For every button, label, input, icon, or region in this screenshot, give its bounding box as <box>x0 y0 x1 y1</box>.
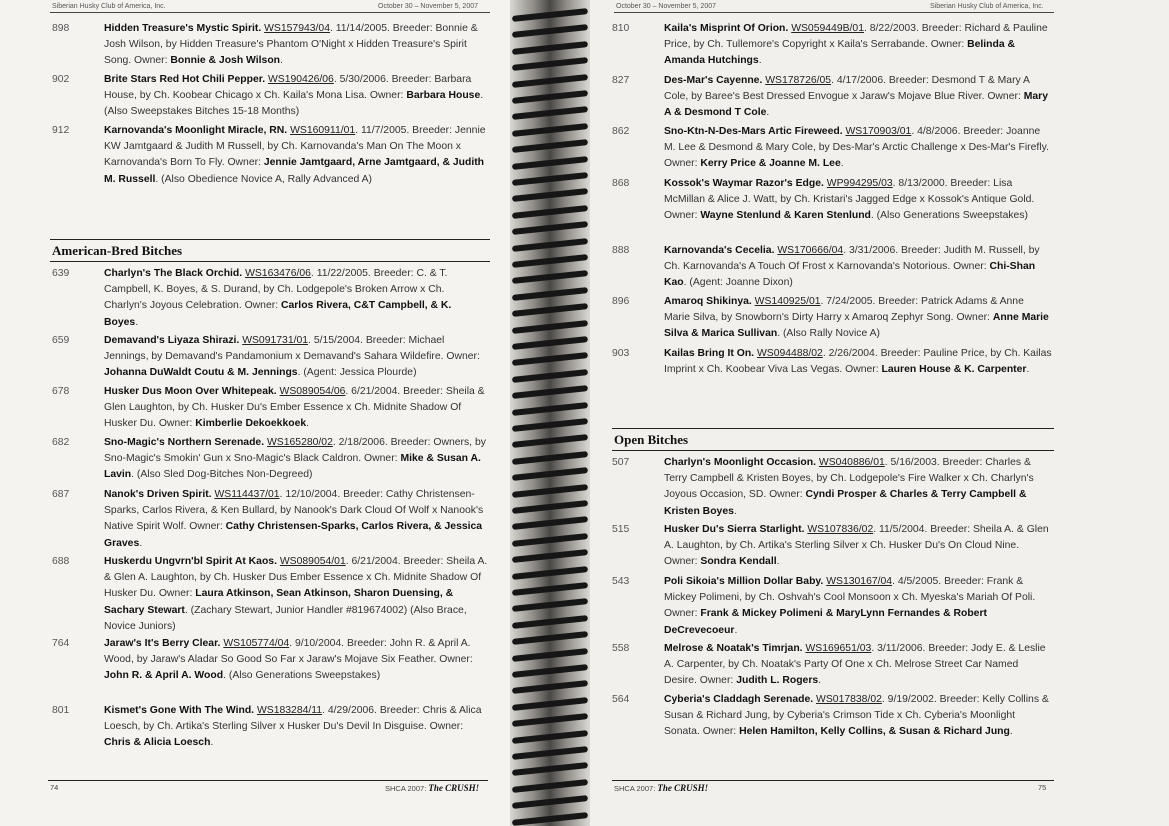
right-footer-title: The CRUSH! <box>657 783 709 793</box>
right-footer: SHCA 2007: The CRUSH! <box>614 783 709 793</box>
right-header-rule <box>614 12 1054 13</box>
right-page <box>590 0 1169 826</box>
section-rule-american-bred <box>50 239 490 240</box>
entry-888: 888 Karnovanda's Cecelia. WS170666/04. 3/31/2006. Breeder: Judith M. Russell, by Ch. Karnovanda's A Touch Of Frost x Karnovanda's Notorious. Owner: Chi-Shan Kao. (Agent: Joanne Dixon) <box>612 245 1040 289</box>
entry-898: 898 Hidden Treasure's Mystic Spirit. WS157943/04. 11/14/2005. Breeder: Bonnie & Josh Wilson, by Hidden Treasure's Phantom O'Night x Hidden Treasure's Spirit Song. Owner: Bonnie & Josh Wilson. <box>52 23 478 67</box>
entry-810: 810 Kaila's Misprint Of Orion. WS059449B/01. 8/22/2003. Breeder: Richard & Pauline Price, by Ch. Tullemore's Copyright x Kaila's Serrabande. Owner: Belinda & Amanda Hutchings. <box>612 23 1048 67</box>
entry-902: 902 Brite Stars Red Hot Chili Pepper. WS190426/06. 5/30/2006. Breeder: Barbara House, by Ch. Koobear Chicago x Ch. Kaila's Mona Lisa. Owner: Barbara House. (Also Sweepstakes Bitches 15-18 Months) <box>52 74 484 118</box>
left-header-org: Siberian Husky Club of America, Inc. <box>52 3 166 10</box>
left-page <box>0 0 510 826</box>
entry-868: 868 Kossok's Waymar Razor's Edge. WP994295/03. 8/13/2000. Breeder: Lisa McMillan & Alice J. Watt, by Ch. Kristari's Jagged Edge x Kossok's Antique Gold. Owner: Wayne Stenlund & Karen Stenlund. (Also Generations Sweepstakes) <box>612 178 1035 222</box>
right-header-dates: October 30 – November 5, 2007 <box>616 3 717 10</box>
right-page-number: 75 <box>1038 783 1047 792</box>
entry-862: 862 Sno-Ktn-N-Des-Mars Artic Fireweed. WS170903/01. 4/8/2006. Breeder: Joanne M. Lee & Desmond & Mary Cole, by Des-Mar's Arctic Challenge x Des-Mar's Firefly. Owner: Kerry Price & Joanne M. Lee. <box>612 126 1049 170</box>
entry-896: 896 Amaroq Shikinya. WS140925/01. 7/24/2005. Breeder: Patrick Adams & Anne Marie Silva, by Snowborn's Dirty Harry x Amaroq Zephyr Song. Owner: Anne Marie Silva & Marica Sullivan. (Also Rally Novice A) <box>612 296 1049 340</box>
section-underline-american-bred <box>50 261 490 262</box>
entry-639: 639 Charlyn's The Black Orchid. WS163476/06. 11/22/2005. Breeder: C. & T. Campbell, K. Boyes, & S. Durand, by Ch. Lodgepole's Broken Arrow x Ch. Charlyn's Joyous Celebration. Owner: Carlos Rivera, C&T Campbell, & K. Boyes. <box>52 268 452 328</box>
left-footer-title: The CRUSH! <box>428 783 480 793</box>
section-title-american-bred: American-Bred Bitches <box>52 243 183 258</box>
entry-764: 764 Jaraw's It's Berry Clear. WS105774/04. 9/10/2004. Breeder: John R. & April A. Wood, by Jaraw's Aladar So Good So Far x Jaraw's Mojave Six Feather. Owner: John R. & April A. Wood. (Also Generations Sweepstakes) <box>52 638 473 682</box>
entry-543: 543 Poli Sikoia's Million Dollar Baby. WS130167/04. 4/5/2005. Breeder: Frank & Mickey Polimeni, by Ch. Oshvah's Cool Monsoon x Ch. Myeska's Mariah Of Poli. Owner: Frank & Mickey Polimeni & MaryLynn Fernandes & Robert DeCrevecoeur. <box>612 576 1036 636</box>
entry-564: 564 Cyberia's Claddagh Serenade. WS017838/02. 9/19/2002. Breeder: Kelly Collins & Susan & Richard Jung, by Cyberia's Crimson Tide x Ch. Cyberia's Moonlight Sonata. Owner: Helen Hamilton, Kelly Collins, & Susan & Richard Jung. <box>612 694 1049 738</box>
entry-515: 515 Husker Du's Sierra Starlight. WS107836/02. 11/5/2004. Breeder: Sheila A. & Glen A. Laughton, by Ch. Artika's Sterling Silver x Ch. Husker Du's On Cloud Nine. Owner: Sondra Kendall. <box>612 524 1049 568</box>
right-header-org: Siberian Husky Club of America, Inc. <box>930 3 1044 10</box>
entry-678: 678 Husker Dus Moon Over Whitepeak. WS089054/06. 6/21/2004. Breeder: Sheila & Glen Laughton, by Ch. Husker Du's Ember Essence x Ch. Midnite Shadow Of Husker Du. Owner: Kimberlie Dekoekkoek. <box>52 386 485 430</box>
entry-801: 801 Kismet's Gone With The Wind. WS183284/11. 4/29/2006. Breeder: Chris & Alica Loesch, by Ch. Artika's Sterling Silver x Husker Du's Devil In Disguise. Owner: Chris & Alicia Loesch. <box>52 705 482 749</box>
entry-558: 558 Melrose & Noatak's Timrjan. WS169651/03. 3/11/2006. Breeder: Jody E. & Leslie A. Carpenter, by Ch. Noatak's Party Of One x Ch. Melrose Street Car Named Desire. Owner: Judith L. Rogers. <box>612 643 1046 687</box>
entry-687: 687 Nanok's Driven Spirit. WS114437/01. 12/10/2004. Breeder: Cathy Christensen-Sparks, Carlos Rivera, & Ken Bullard, by Nanook's Dark Cloud Of Wolf x Nanook's Native Spirit Wolf. Owner: Cathy Christensen-Sparks, Carlos Rivera, & Jessica Graves. <box>52 489 484 549</box>
right-footer-rule <box>612 780 1054 781</box>
entry-682: 682 Sno-Magic's Northern Serenade. WS165280/02. 2/18/2006. Breeder: Owners, by Sno-Magic's Smokin' Gun x Sno-Magic's Black Caldron. Owner: Mike & Susan A. Lavin. (Also Sled Dog-Bitches Non-Degreed) <box>52 437 486 481</box>
left-footer-rule <box>48 780 488 781</box>
section-title-open: Open Bitches <box>614 432 689 447</box>
entry-827: 827 Des-Mar's Cayenne. WS178726/05. 4/17/2006. Breeder: Desmond T & Mary A Cole, by Baree's Best Dressed Envogue x Jaraw's Mojave Blue River. Owner: Mary A & Desmond T Cole. <box>612 75 1048 119</box>
left-header-rule <box>50 12 490 13</box>
entry-507: 507 Charlyn's Moonlight Occasion. WS040886/01. 5/16/2003. Breeder: Charles & Terry Campbell & Kristen Boyes, by Ch. Lodgepole's Fire Walker x Ch. Charlyn's Joyous Occasion, SD. Owner: Cyndi Prosper & Charles & Terry Campbell & Kristen Boyes. <box>612 457 1034 517</box>
left-footer: SHCA 2007: The CRUSH! <box>385 783 480 793</box>
left-page-number: 74 <box>50 783 59 792</box>
entry-659: 659 Demavand's Liyaza Shirazi. WS091731/01. 5/15/2004. Breeder: Michael Jennings, by Demavand's Pandamonium x Demavand's Sahara Wildefire. Owner: Johanna DuWaldt Coutu & M. Jennings. (Agent: Jessica Plourde) <box>52 335 480 379</box>
entry-912: 912 Karnovanda's Moonlight Miracle, RN. WS160911/01. 11/7/2005. Breeder: Jennie KW Jamtgaard & Judith M Russell, by Ch. Karnovanda's Man On The Moon x Karnovanda's Born To Fly. Owner: Jennie Jamtgaard, Arne Jamtgaard, & Judith M. Russell. (Also Obedience Novice A, Rally Advanced A) <box>52 125 486 185</box>
section-rule-open <box>612 428 1054 429</box>
left-header-dates: October 30 – November 5, 2007 <box>378 3 479 10</box>
section-underline-open <box>612 450 1054 451</box>
entry-903: 903 Kailas Bring It On. WS094488/02. 2/26/2004. Breeder: Pauline Price, by Ch. Kailas Imprint x Ch. Koobear Viva Las Vegas. Owner: Lauren House & K. Carpenter. <box>612 348 1052 376</box>
entry-688: 688 Huskerdu Ungvrn'bl Spirit At Kaos. WS089054/01. 6/21/2004. Breeder: Sheila A. & Glen A. Laughton, by Ch. Husker Dus Ember Essence x Ch. Midnite Shadow Of Husker Du. Owner: Laura Atkinson, Sean Atkinson, Sharon Duensing, & Sachary Stewart. (Zachary Stewart, Junior Handler #819674002) (Also Brace, Novice Juniors) <box>52 556 488 632</box>
